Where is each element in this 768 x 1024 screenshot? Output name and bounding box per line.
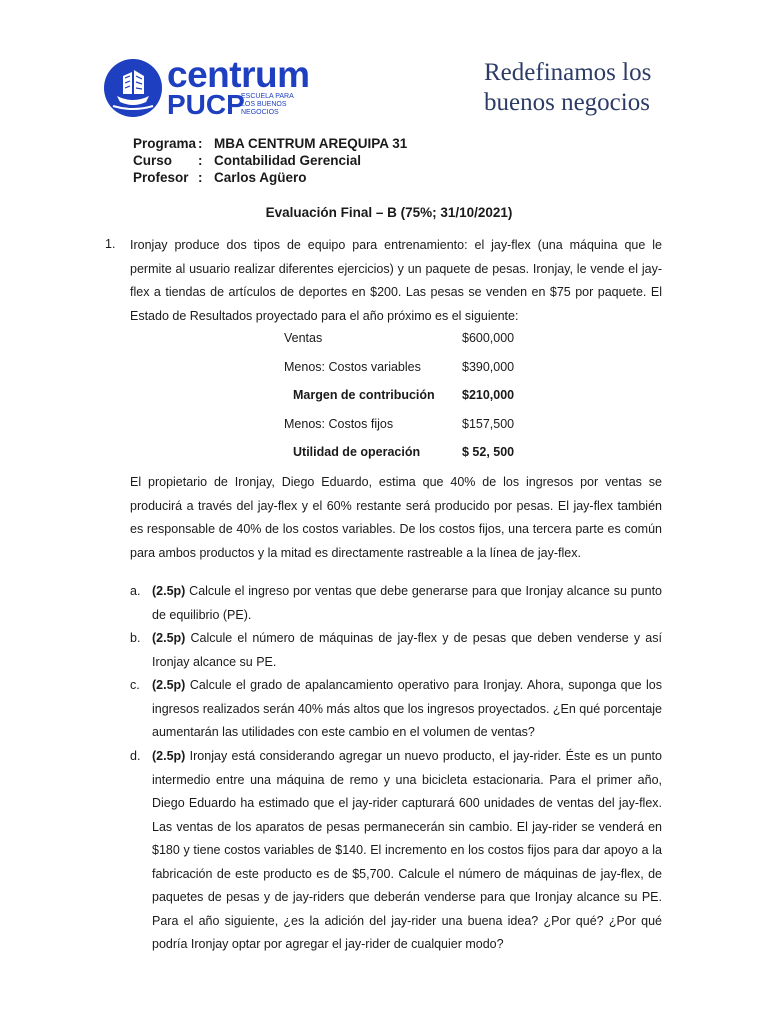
exam-title-text: Evaluación Final – B (75%; 31/10/2021) [265,205,513,220]
item-body: Calcule el grado de apalancamiento operativo para Ironjay. Ahora, suponga que los ingresos realizados serán 40% más altos que los ingresos proyectados. ¿En qué porcentaje aumentarán las utilidades con este cambio en el volumen de ventas? [152,678,663,739]
item-points: (2.5p) [152,678,186,692]
meta-colon: : [198,136,203,151]
logo-tag-line: NEGOCIOS [241,109,279,116]
logo-tag-line: LOS BUENOS [241,101,287,108]
item-body: Calcule el número de máquinas de jay-flex y de pesas que deben venderse y así Ironjay alcance su PE. [152,631,662,669]
question-item-a [130,580,662,627]
item-text [152,627,662,674]
statement-label: Margen de contribución [293,388,435,402]
meta-value: MBA CENTRUM AREQUIPA 31 [214,136,408,151]
question-item-c [130,674,662,745]
centrum-logo [103,54,323,122]
statement-label: Ventas [284,331,323,345]
item-letter: b. [130,631,141,645]
question-intro: Ironjay produce dos tipos de equipo para entrenamiento: el jay-flex (una máquina que le permite al usuario realizar diferentes ejercicios) y un paquete de pesas. Ironjay, le vende el jay-flex a tiendas de artículos de deportes en $200. Las pesas se venden en $75 por paquete. El Estado de Resultados proyectado para el año próximo es el siguiente: [130,238,662,323]
item-body: Ironjay está considerando agregar un nuevo producto, el jay-rider. Éste es un punto intermedio entre una máquina de remo y una bicicleta estacionaria. Para el primer año, Diego Eduardo ha estimado que el jay-rider capturará 600 unidades de ventas del jay-flex. Las ventas de los aparatos de pesas permanecerán sin cambio. El jay-rider se venderá en $180 y tiene costos variables de $140. El incremento en los costos fijos para dar apoyo a la fabricación de este producto es de $5,700. Calcule el número de máquinas de jay-flex, de paquetes de pesas y de jay-riders que deberán venderse para que Ironjay alcance su PE. Para el año siguiente, ¿es la adición del jay-rider una buena idea? ¿Por qué? ¿Por qué podría Ironjay optar por agregar el jay-rider de cualquier modo? [152,749,662,951]
question-item-b [130,627,662,674]
meta-label: Curso [133,153,173,168]
question-context: El propietario de Ironjay, Diego Eduardo, estima que 40% de los ingresos por ventas se producirá a través del jay-flex y el 60% restante será producido por pesas. El jay-flex también es responsable de 40% de los costos variables. De los costos fijos, una tercera parte es común para ambos productos y la mitad es directamente rastreable a la línea de jay-flex. [130,475,662,560]
meta-colon: : [198,153,203,168]
tagline-line: Redefinamos los [484,59,652,86]
logo-tagline-small [241,93,294,117]
question-number: 1. [105,237,116,251]
item-text [152,580,662,627]
question-item-d [130,745,662,957]
item-text [152,674,662,745]
statement-value: $ 52, 500 [462,445,515,459]
statement-value: $390,000 [462,359,515,374]
statement-label: Menos: Costos variables [284,359,421,374]
meta-row-program [133,135,407,152]
meta-colon: : [198,170,203,185]
item-points: (2.5p) [152,631,186,645]
meta-value: Contabilidad Gerencial [214,153,362,168]
item-body: Calcule el ingreso por ventas que debe generarse para que Ironjay alcance su punto de equilibrio (PE). [152,584,662,622]
statement-label: Menos: Costos fijos [284,416,394,431]
ship-emblem-icon [103,58,163,118]
tagline-line: buenos negocios [484,89,650,116]
item-text [152,745,662,957]
statement-label: Utilidad de operación [293,445,421,459]
statement-value: $600,000 [462,331,515,345]
meta-row-course [133,152,407,169]
course-info [133,135,407,186]
item-points: (2.5p) [152,584,186,598]
statement-value: $157,500 [462,416,515,431]
logo-wordmark: centrum [167,54,310,95]
header-tagline [484,58,651,118]
meta-label: Profesor [133,170,189,185]
meta-label: Programa [133,136,197,151]
item-letter: c. [130,678,140,692]
meta-value: Carlos Agüero [214,170,307,185]
statement-value: $210,000 [462,388,515,402]
meta-row-professor [133,169,407,186]
item-points: (2.5p) [152,749,186,763]
item-letter: d. [130,749,141,763]
logo-pucp: PUCP [167,89,245,120]
logo-tag-line: ESCUELA PARA [241,93,294,100]
exam-title [0,205,768,220]
item-letter: a. [130,584,141,598]
